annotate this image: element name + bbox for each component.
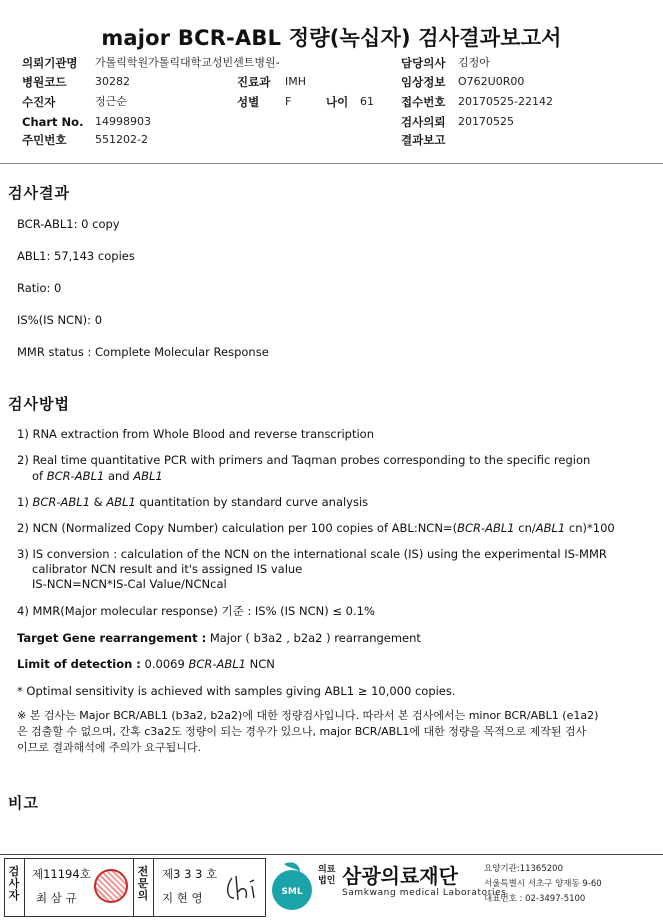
request-label: 검사의뢰 xyxy=(401,115,446,129)
brand-prefix: 의료 법인 xyxy=(318,865,336,886)
chart-no-label: Chart No. xyxy=(22,115,84,129)
inspector-seal xyxy=(94,869,128,903)
specialist-name: 지 현 영 xyxy=(162,891,203,905)
method-step2a: 2) Real time quantitative PCR with primers and Taqman probes corresponding to the specific region xyxy=(17,453,591,467)
hospital-code-label: 병원코드 xyxy=(22,75,67,89)
method-step3: 1) BCR-ABL1 & ABL1 quantitation by standard curve analysis xyxy=(17,495,369,509)
resident-no-value: 551202-2 xyxy=(95,133,148,146)
institution-value: 가톨릭학원가톨릭대학교성빈센트병원- xyxy=(95,56,280,69)
dept-value: IMH xyxy=(285,75,307,88)
method-note2: 은 검출할 수 없으며, 간혹 c3a2도 정량이 되는 경우가 있으나, major BCR/ABL1에 대한 정량을 목적으로 제작된 검사 xyxy=(17,725,587,738)
sml-logo xyxy=(270,860,314,914)
institution-code: 요양기관:11365200 xyxy=(484,864,563,874)
hospital-code-value: 30282 xyxy=(95,75,130,88)
remarks-heading: 비고 xyxy=(8,794,39,812)
method-is-b: calibrator NCN result and it's assigned IS value xyxy=(32,562,303,576)
sex-label: 성별 xyxy=(237,95,260,109)
specialist-label: 전문의 xyxy=(137,865,149,902)
logo-text: SML xyxy=(281,887,303,897)
age-label: 나이 xyxy=(326,95,349,109)
chart-no-value: 14998903 xyxy=(95,115,151,128)
results-heading: 검사결과 xyxy=(8,184,70,202)
resident-no-label: 주민번호 xyxy=(22,133,67,147)
method-heading: 검사방법 xyxy=(8,395,70,413)
report-title: major BCR-ABL 정량(녹십자) 검사결과보고서 xyxy=(101,26,562,50)
method-lod: Limit of detection : 0.0069 BCR-ABL1 NCN xyxy=(17,657,275,671)
method-note3: 이므로 결과해석에 주의가 요구됩니다. xyxy=(17,741,202,754)
clinical-label: 임상정보 xyxy=(401,75,446,89)
result-ratio: Ratio: 0 xyxy=(17,281,62,295)
method-is-a: 3) IS conversion : calculation of the NCN on the international scale (IS) using the experimental IS-MMR xyxy=(17,547,607,561)
doctor-value: 김정아 xyxy=(458,56,490,69)
sex-value: F xyxy=(285,95,292,108)
specialist-no: 제3 3 3 호 xyxy=(162,867,218,881)
method-step2b: of BCR-ABL1 and ABL1 xyxy=(32,469,163,483)
institution-label: 의뢰기관명 xyxy=(22,56,78,70)
result-bcr-abl1: BCR-ABL1: 0 copy xyxy=(17,217,120,231)
method-target: Target Gene rearrangement : Major ( b3a2 , b2a2 ) rearrangement xyxy=(17,631,421,645)
result-is-pct: IS%(IS NCN): 0 xyxy=(17,313,103,327)
phone: 대표번호 : 02-3497-5100 xyxy=(484,894,586,904)
brand-english: Samkwang medical Laboratories xyxy=(342,888,507,898)
doctor-label: 담당의사 xyxy=(401,56,446,70)
method-step1: 1) RNA extraction from Whole Blood and reverse transcription xyxy=(17,427,375,441)
age-value: 61 xyxy=(360,95,374,108)
method-ncn: 2) NCN (Normalized Copy Number) calculation per 100 copies of ABL:NCN=(BCR-ABL1 cn/ABL1 cn)*100 xyxy=(17,521,615,535)
header-divider xyxy=(0,163,663,164)
method-note1: ※ 본 검사는 Major BCR/ABL1 (b3a2, b2a2)에 대한 정량검사입니다. 따라서 본 검사에서는 minor BCR/ABL1 (e1a2) xyxy=(17,709,599,722)
receipt-value: 20170525-22142 xyxy=(458,95,553,108)
result-mmr-status: MMR status : Complete Molecular Response xyxy=(17,345,269,359)
clinical-value: O762U0R00 xyxy=(458,75,525,88)
collector-label: 수진자 xyxy=(22,95,56,109)
inspector-no: 제11194호 xyxy=(32,867,91,881)
dept-label: 진료과 xyxy=(237,75,271,89)
brand-name: 삼광의료재단 xyxy=(342,864,458,888)
receipt-label: 접수번호 xyxy=(401,95,446,109)
report-label: 결과보고 xyxy=(401,133,446,147)
inspector-label: 검사자 xyxy=(8,865,20,902)
address: 서울특별시 서초구 양재동 9-60 xyxy=(484,879,602,889)
method-mmr: 4) MMR(Major molecular response) 기준 : IS% (IS NCN) ≤ 0.1% xyxy=(17,604,375,618)
inspector-name: 최 삼 규 xyxy=(36,891,77,905)
specialist-signature xyxy=(222,868,262,908)
collector-value: 정근순 xyxy=(95,95,127,108)
result-abl1: ABL1: 57,143 copies xyxy=(17,249,135,263)
method-is-c: IS-NCN=NCN*IS-Cal Value/NCNcal xyxy=(32,577,227,591)
method-optimal: * Optimal sensitivity is achieved with samples giving ABL1 ≥ 10,000 copies. xyxy=(17,684,456,698)
request-value: 20170525 xyxy=(458,115,514,128)
